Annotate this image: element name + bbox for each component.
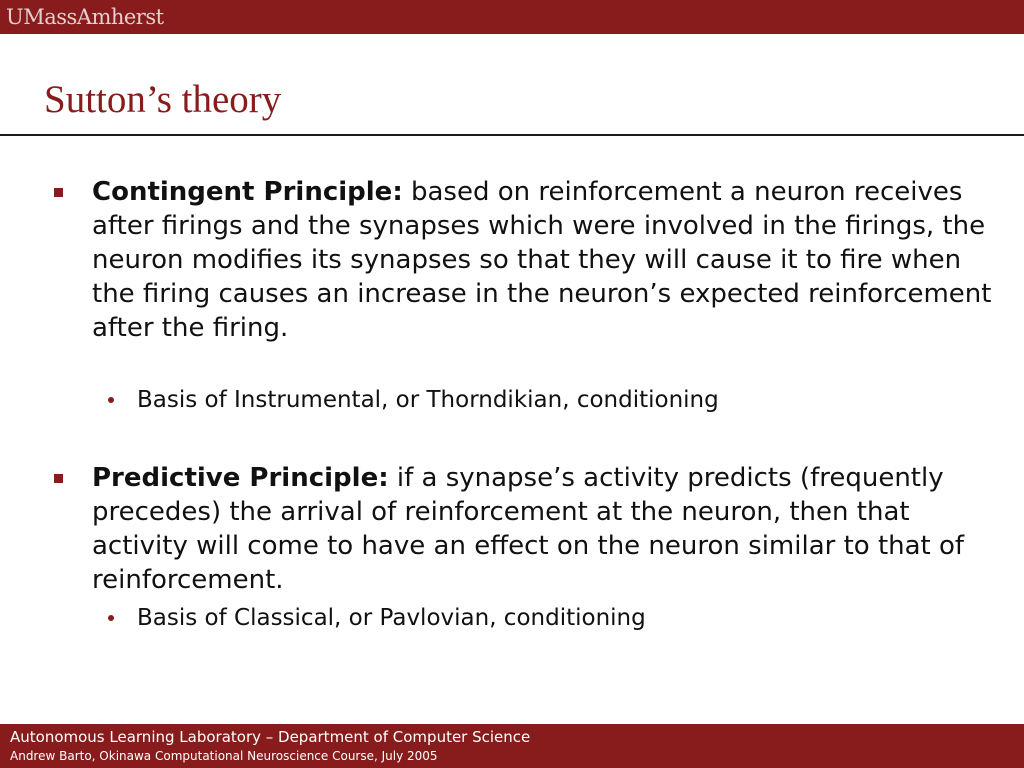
footer-bar <box>0 724 1024 768</box>
bullet-lead: Contingent Principle: <box>92 177 403 207</box>
slide-title: Sutton’s theory <box>44 78 282 121</box>
round-bullet-icon <box>108 397 114 403</box>
sub-bullet-text: Basis of Classical, or Pavlovian, conditioning <box>137 605 646 631</box>
round-bullet-icon <box>108 615 114 621</box>
header-bar <box>0 0 1024 34</box>
bullet-lead: Predictive Principle: <box>92 463 389 493</box>
bullet-text: based on reinforcement a neuron receives after firings and the synapses which were involved in the firings, the neuron modifies its synapses so that they will cause it to fire when the firing causes an increase in the neuron’s expected reinforcement after the firing. <box>92 177 992 343</box>
sub-bullet-instrumental <box>137 385 1007 415</box>
bullet-text: if a synapse’s activity predicts (frequently precedes) the arrival of reinforcement at the neuron, then that activity will come to have an effect on the neuron similar to that of reinforcement. <box>92 463 965 595</box>
umass-logo: UMassAmherst <box>6 5 164 29</box>
bullet-contingent-principle <box>92 175 997 345</box>
title-divider <box>0 134 1024 136</box>
sub-bullet-text: Basis of Instrumental, or Thorndikian, conditioning <box>137 387 719 413</box>
footer-lab-name: Autonomous Learning Laboratory – Department of Computer Science <box>10 728 531 746</box>
footer-course-info: Andrew Barto, Okinawa Computational Neuroscience Course, July 2005 <box>10 749 438 763</box>
sub-bullet-classical <box>137 603 1007 633</box>
bullet-predictive-principle <box>92 461 997 597</box>
square-bullet-icon <box>54 188 63 197</box>
square-bullet-icon <box>54 474 63 483</box>
